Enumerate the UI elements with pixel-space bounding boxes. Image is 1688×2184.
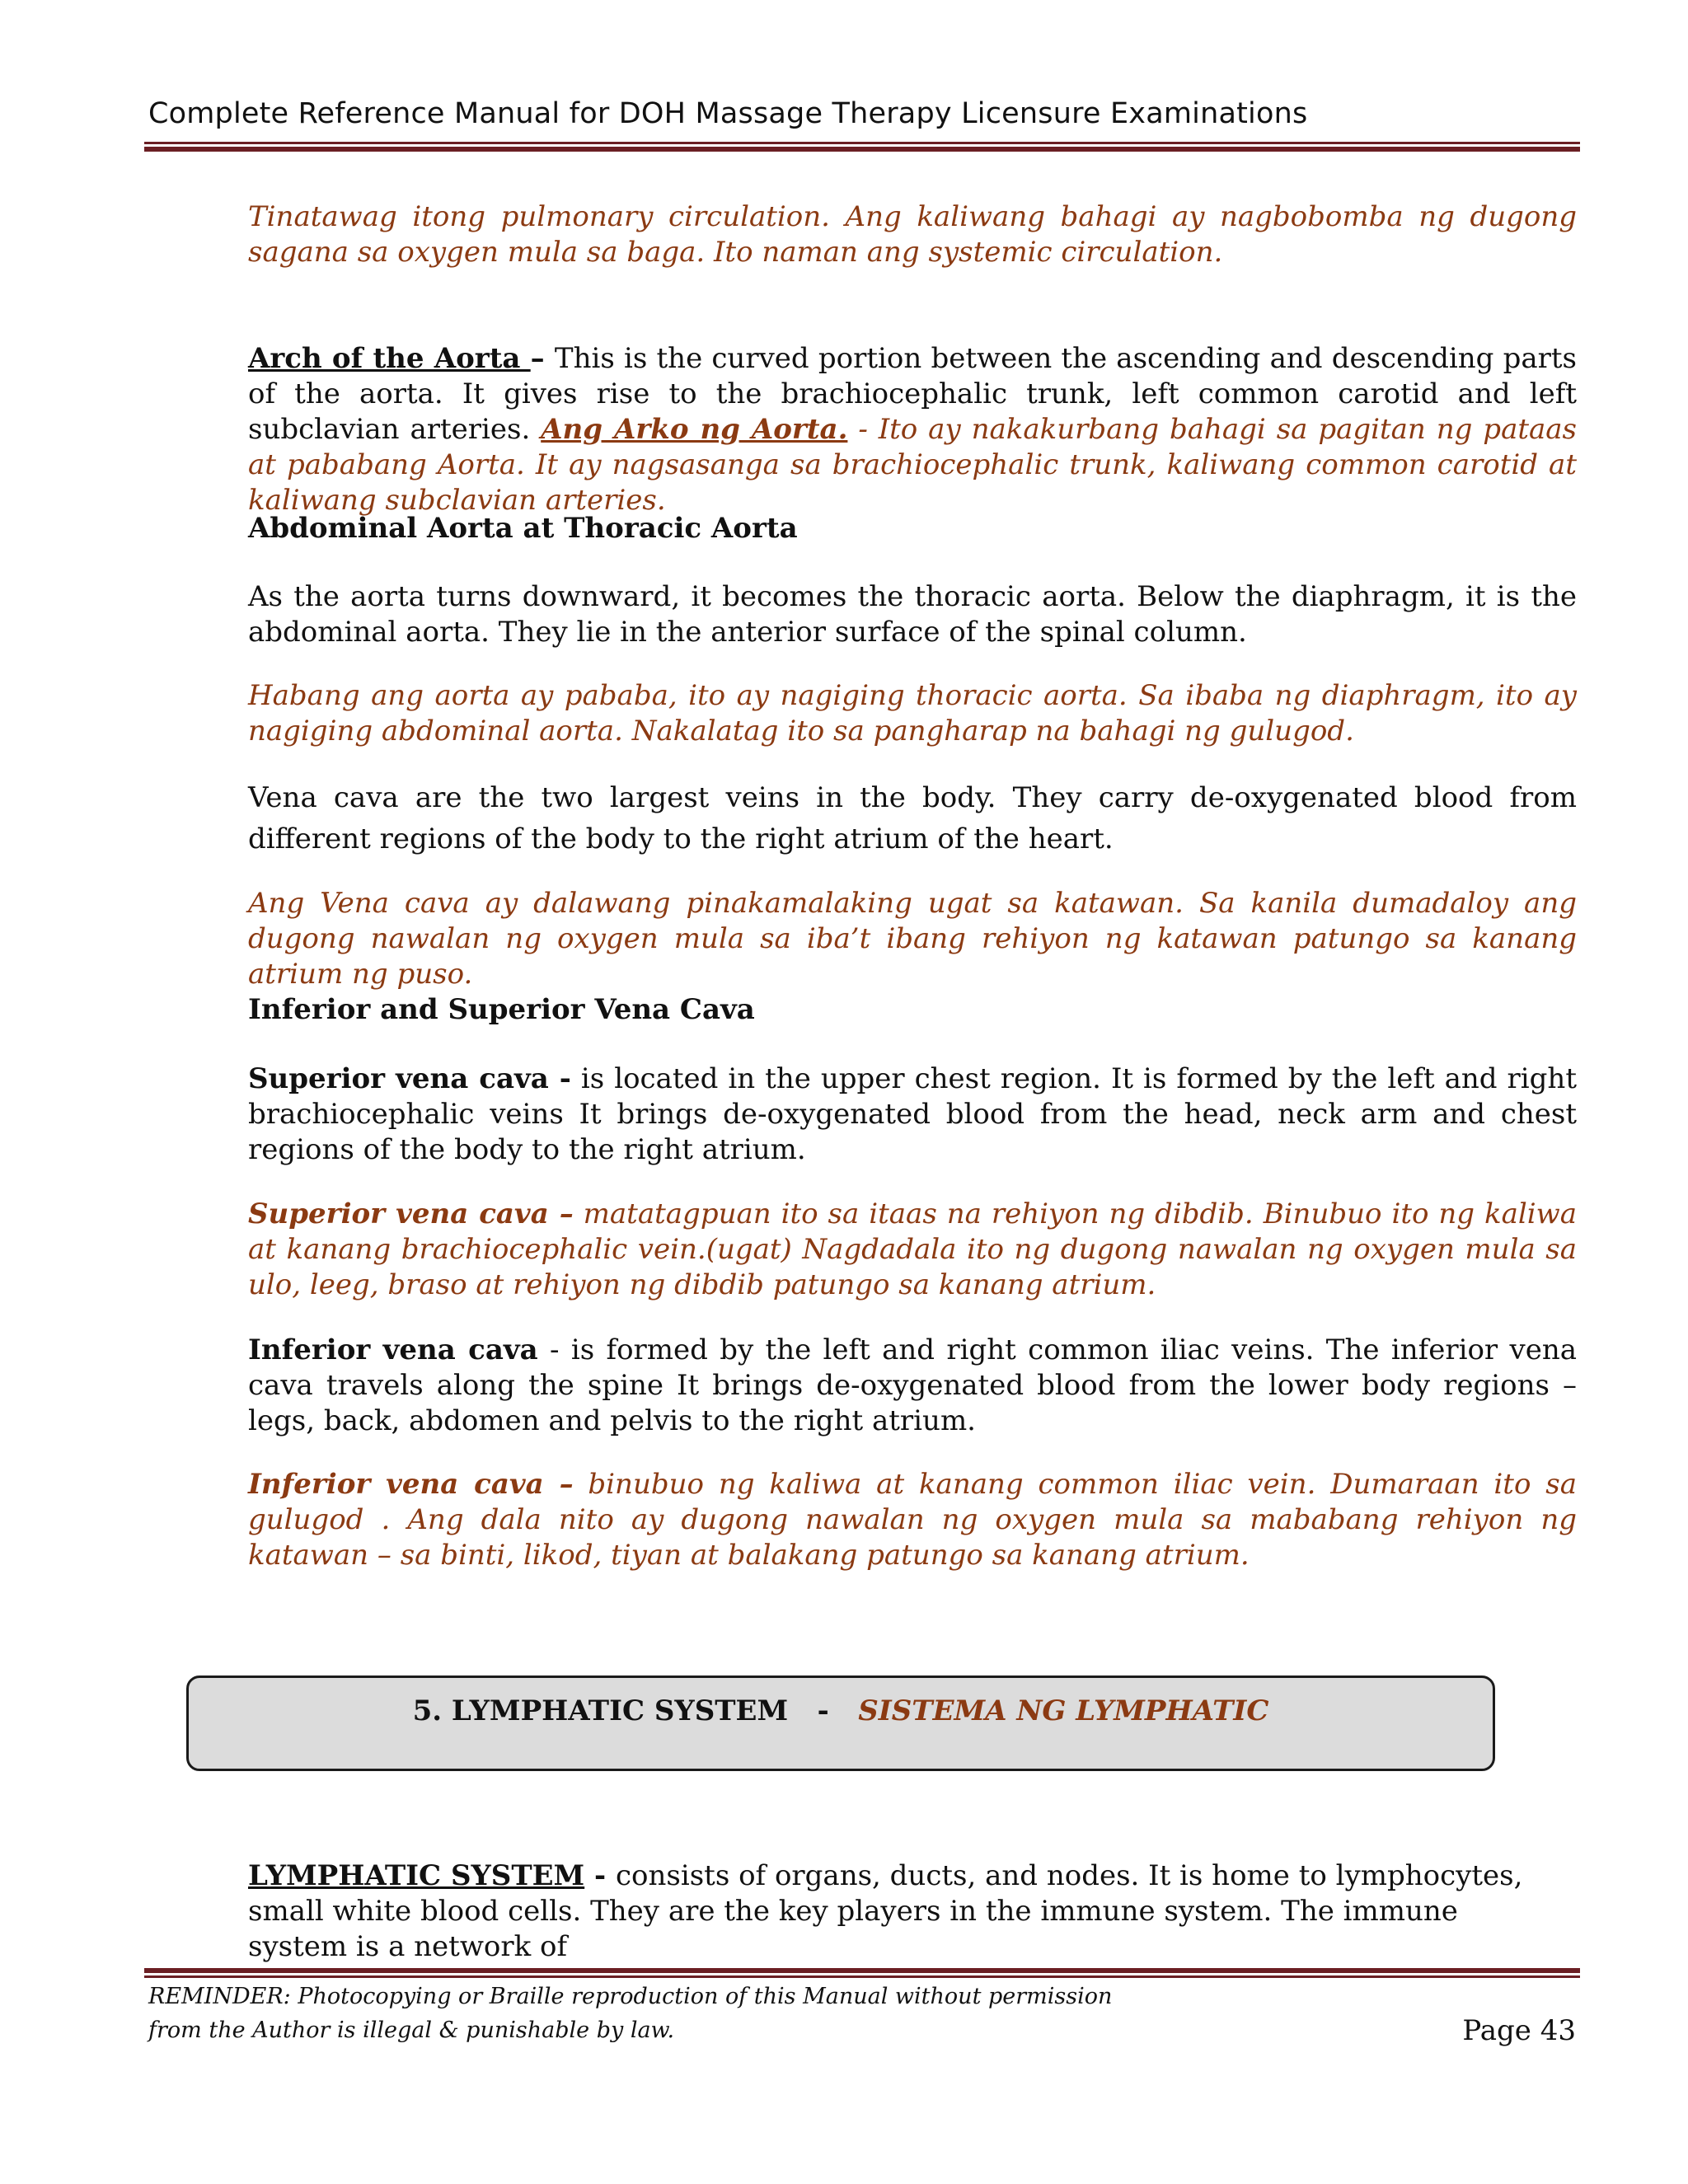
lymphatic-system-dash: - <box>584 1859 616 1892</box>
lymphatic-system-term: LYMPHATIC SYSTEM <box>248 1859 585 1892</box>
superior-vena-cava-term: Superior vena cava - <box>248 1062 571 1095</box>
arch-of-aorta-text: This is the curved portion between the ascending and descending parts of the aorta. It gives rise to the brachiocephalic trunk, left common carotid and left subclavian arteries. <box>248 342 1577 446</box>
lymphatic-system-paragraph <box>248 1858 1559 1965</box>
superior-vena-cava-translation <box>248 1197 1577 1303</box>
inferior-vena-cava-translation <box>248 1467 1577 1573</box>
footer-reminder-line-1: REMINDER: Photocopying or Braille reproduction of this Manual without permission <box>148 1984 1113 2009</box>
inferior-vena-cava-tl-text: binubuo ng kaliwa at kanang common iliac vein. Dumaraan ito sa gulugod . Ang dala nito ay dugong nawalan ng oxygen mula sa mababang rehiyon ng katawan – sa binti, likod, tiyan at balakang patungo sa kanang atrium. <box>248 1468 1578 1572</box>
inferior-vena-cava-text: - is formed by the left and right common iliac veins. The inferior vena cava travels along the spine It brings de-oxygenated blood from the lower body regions – legs, back, abdomen and pelvis to the right atrium. <box>248 1333 1577 1437</box>
inferior-vena-cava-paragraph <box>248 1333 1577 1439</box>
vena-cava-translation: Ang Vena cava ay dalawang pinakamalaking ugat sa katawan. Sa kanila dumadaloy ang dugong nawalan ng oxygen mula sa iba’t ibang rehiyon ng katawan patungo sa kanang atrium ng puso. <box>248 887 1577 991</box>
superior-vena-cava-text: is located in the upper chest region. It is formed by the left and right brachiocephalic veins It brings de-oxygenated blood from the head, neck arm and chest regions of the body to the right atrium. <box>248 1062 1577 1166</box>
arch-of-aorta-term: Arch of the Aorta <box>248 342 531 375</box>
abdominal-aorta-heading: Abdominal Aorta at Thoracic Aorta <box>248 512 798 545</box>
lymphatic-system-text: consists of organs, ducts, and nodes. It is home to lymphocytes, small white blood cells. They are the key players in the immune system. The immune system is a network of <box>248 1859 1523 1963</box>
superior-vena-cava-tl-term: Superior vena cava – <box>248 1197 574 1230</box>
arch-of-aorta-tl-text: - Ito ay nakakurbang bahagi sa pagitan ng pataas at pababang Aorta. It ay nagsasanga sa brachiocephalic trunk, kaliwang common carotid at kaliwang subclavian arteries. <box>248 413 1577 517</box>
section-title-en: 5. LYMPHATIC SYSTEM <box>412 1694 789 1727</box>
section-title-tl: SISTEMA NG LYMPHATIC <box>858 1694 1269 1727</box>
footer-divider <box>144 1968 1580 1978</box>
arch-of-aorta-dash: – <box>530 342 555 375</box>
arch-of-aorta-paragraph <box>248 341 1577 518</box>
lymphatic-section-title <box>189 1694 1493 1727</box>
abdominal-aorta-paragraph: As the aorta turns downward, it becomes the thoracic aorta. Below the diaphragm, it is the abdominal aorta. They lie in the anterior surface of the spinal column. <box>248 580 1577 649</box>
section-title-separator: - <box>788 1694 859 1727</box>
inferior-vena-cava-tl-term: Inferior vena cava – <box>248 1468 574 1501</box>
intro-translation-paragraph: Tinatawag itong pulmonary circulation. Ang kaliwang bahagi ay nagbobomba ng dugong sagana sa oxygen mula sa baga. Ito naman ang systemic circulation. <box>248 200 1577 269</box>
inferior-vena-cava-term: Inferior vena cava <box>248 1333 538 1366</box>
arch-of-aorta-tl-term: Ang Arko ng Aorta. <box>541 413 848 446</box>
superior-vena-cava-paragraph <box>248 1062 1577 1168</box>
footer-reminder-line-2: from the Author is illegal & punishable by law. <box>148 2018 675 2043</box>
vena-cava-paragraph: Vena cava are the two largest veins in the body. They carry de-oxygenated blood from different regions of the body to the right atrium of the heart. <box>248 781 1577 855</box>
abdominal-aorta-translation: Habang ang aorta ay pababa, ito ay nagiging thoracic aorta. Sa ibaba ng diaphragm, ito ay nagiging abdominal aorta. Nakalatag ito sa pangharap na bahagi ng gulugod. <box>248 679 1577 748</box>
page-number: Page 43 <box>1462 2014 1576 2047</box>
superior-vena-cava-tl-text: matatagpuan ito sa itaas na rehiyon ng dibdib. Binubuo ito ng kaliwa at kanang brachiocephalic vein.(ugat) Nagdadala ito ng dugong nawalan ng oxygen mula sa ulo, leeg, braso at rehiyon ng dibdib patungo sa kanang atrium. <box>248 1197 1578 1301</box>
page-header-title: Complete Reference Manual for DOH Massage Therapy Licensure Examinations <box>148 97 1308 130</box>
vena-cava-heading: Inferior and Superior Vena Cava <box>248 993 755 1026</box>
header-divider <box>144 142 1580 152</box>
lymphatic-section-banner <box>186 1675 1495 1771</box>
